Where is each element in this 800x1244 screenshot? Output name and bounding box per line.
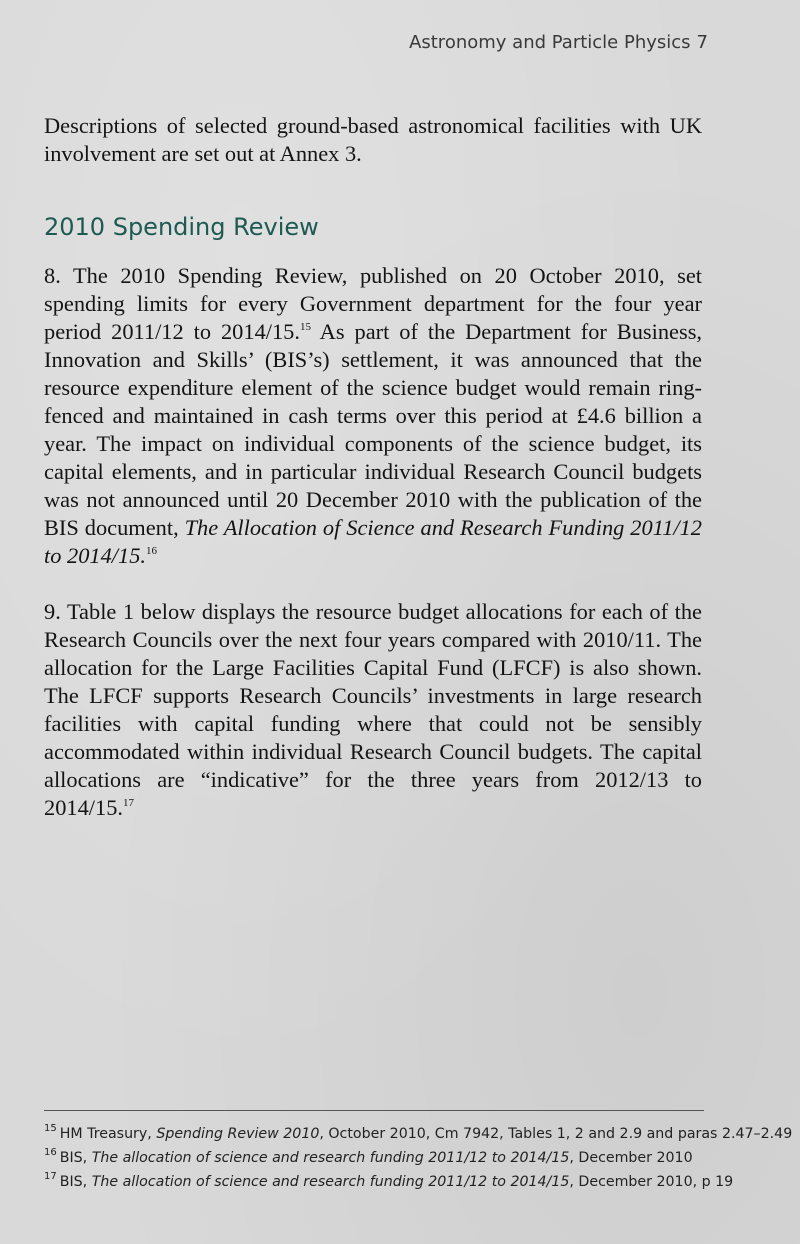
footnote-number: 16: [44, 1147, 57, 1159]
paragraph-9-text: 9. Table 1 below displays the resource budget allocations for each of the Research Councils over the next four years compared with 2010/11. The allocation for the Large Facilities Capital Fund (LFCF) is also shown. The LFCF supports Research Councils’ investments in large research facilities with capital funding where that could not be sensibly accommodated within individual Research Council budgets. The capital allocations are “indicative” for the three years from 2012/13 to 2014/15.: [44, 599, 702, 820]
footnote-text: HM Treasury,: [59, 1126, 157, 1142]
footnote-17: [44, 1170, 744, 1194]
footnote-ref-17: 17: [123, 796, 134, 809]
intro-paragraph: Descriptions of selected ground-based astronomical facilities with UK involvement are set out at Annex 3.: [44, 113, 702, 166]
section-title: 2010 Spending Review: [44, 213, 319, 241]
footnote-text: , October 2010, Cm 7942, Tables 1, 2 and 2.9 and paras 2.47–2.49: [319, 1126, 793, 1142]
footnote-divider: [44, 1110, 704, 1111]
footnote-15: [44, 1122, 793, 1146]
footnote-title: The allocation of science and research funding 2011/12 to 2014/15: [91, 1174, 570, 1190]
footnote-number: 15: [44, 1123, 57, 1135]
main-content: [44, 112, 702, 822]
footnote-text: BIS,: [59, 1150, 92, 1166]
footnote-16: [44, 1146, 744, 1170]
paragraph-8: [44, 262, 702, 570]
footnote-ref-16: 16: [146, 544, 158, 557]
running-header: [409, 32, 708, 53]
document-title: The Allocation of Science and Research Funding 2011/12 to 2014/15.: [44, 515, 702, 568]
footnote-number: 17: [44, 1171, 57, 1183]
footnote-ref-15: 15: [299, 320, 311, 333]
footnote-title: Spending Review 2010: [156, 1126, 320, 1142]
footnotes: [44, 1122, 793, 1194]
paragraph-8-part1: 8. The 2010 Spending Review, published on 20 October 2010, set spending limits for every Government department for the four year period 2011/12 to 2014/15.: [44, 263, 702, 344]
paragraph-9: [44, 598, 702, 822]
page-number: 7: [696, 32, 708, 53]
paragraph-8-part2: As part of the Department for Business, Innovation and Skills’ (BIS’s) settlement, it was announced that the resource expenditure element of the science budget would remain ring-fenced and maintained in cash terms over this period at £4.6 billion a year. The impact on individual components of the science budget, its capital elements, and in particular individual Research Council budgets was not announced until 20 December 2010 with the publication of the BIS document,: [44, 319, 703, 540]
footnote-text: BIS,: [59, 1174, 92, 1190]
footnote-title: The allocation of science and research funding 2011/12 to 2014/15: [91, 1150, 570, 1166]
running-title: Astronomy and Particle Physics: [409, 32, 691, 53]
footnote-text: , December 2010: [569, 1150, 693, 1166]
footnote-text: , December 2010, p 19: [569, 1174, 734, 1190]
